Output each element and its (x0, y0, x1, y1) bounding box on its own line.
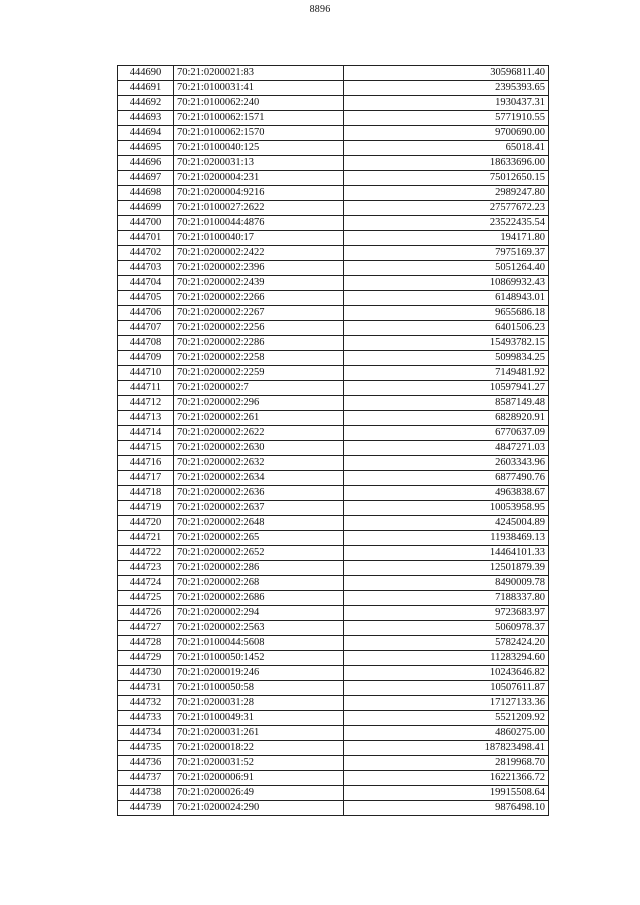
cadastral-value-cell: 5060978.37 (344, 621, 549, 636)
cadastral-number-cell: 70:21:0100027:2622 (174, 201, 344, 216)
table-row (118, 801, 549, 816)
row-number-cell: 444708 (118, 336, 174, 351)
table-row (118, 246, 549, 261)
cadastral-number-cell: 70:21:0100050:1452 (174, 651, 344, 666)
cadastral-value-cell: 2395393.65 (344, 81, 549, 96)
row-number-cell: 444723 (118, 561, 174, 576)
row-number-cell: 444725 (118, 591, 174, 606)
cadastral-value-cell: 9723683.97 (344, 606, 549, 621)
cadastral-number-cell: 70:21:0100040:125 (174, 141, 344, 156)
table-row (118, 141, 549, 156)
cadastral-value-cell: 11283294.60 (344, 651, 549, 666)
table-row (118, 621, 549, 636)
row-number-cell: 444704 (118, 276, 174, 291)
cadastral-value-cell: 11938469.13 (344, 531, 549, 546)
table-row (118, 756, 549, 771)
row-number-cell: 444703 (118, 261, 174, 276)
table-row (118, 81, 549, 96)
row-number-cell: 444733 (118, 711, 174, 726)
cadastral-number-cell: 70:21:0100062:240 (174, 96, 344, 111)
row-number-cell: 444718 (118, 486, 174, 501)
table-row (118, 771, 549, 786)
cadastral-value-cell: 10053958.95 (344, 501, 549, 516)
table-row (118, 276, 549, 291)
cadastral-number-cell: 70:21:0200002:286 (174, 561, 344, 576)
table-row (118, 786, 549, 801)
row-number-cell: 444713 (118, 411, 174, 426)
table-row (118, 591, 549, 606)
table-row (118, 351, 549, 366)
cadastral-value-cell: 187823498.41 (344, 741, 549, 756)
cadastral-number-cell: 70:21:0200031:261 (174, 726, 344, 741)
table-row (118, 636, 549, 651)
row-number-cell: 444697 (118, 171, 174, 186)
table-row (118, 336, 549, 351)
cadastral-value-cell: 194171.80 (344, 231, 549, 246)
cadastral-value-cell: 8490009.78 (344, 576, 549, 591)
cadastral-value-cell: 9700690.00 (344, 126, 549, 141)
cadastral-number-cell: 70:21:0200002:2259 (174, 366, 344, 381)
table-row (118, 456, 549, 471)
page-number: 8896 (309, 4, 331, 15)
cadastral-number-cell: 70:21:0200002:2286 (174, 336, 344, 351)
cadastral-value-cell: 5771910.55 (344, 111, 549, 126)
table-row (118, 576, 549, 591)
table-row (118, 711, 549, 726)
row-number-cell: 444694 (118, 126, 174, 141)
cadastral-value-cell: 2603343.96 (344, 456, 549, 471)
table-row (118, 96, 549, 111)
table-row (118, 441, 549, 456)
cadastral-value-cell: 14464101.33 (344, 546, 549, 561)
cadastral-number-cell: 70:21:0200024:290 (174, 801, 344, 816)
cadastral-number-cell: 70:21:0200031:52 (174, 756, 344, 771)
cadastral-number-cell: 70:21:0200031:13 (174, 156, 344, 171)
cadastral-number-cell: 70:21:0200019:246 (174, 666, 344, 681)
cadastral-value-table (117, 65, 549, 816)
row-number-cell: 444717 (118, 471, 174, 486)
row-number-cell: 444714 (118, 426, 174, 441)
row-number-cell: 444702 (118, 246, 174, 261)
cadastral-number-cell: 70:21:0200002:2256 (174, 321, 344, 336)
row-number-cell: 444732 (118, 696, 174, 711)
row-number-cell: 444695 (118, 141, 174, 156)
cadastral-number-cell: 70:21:0100062:1571 (174, 111, 344, 126)
table-row (118, 681, 549, 696)
row-number-cell: 444721 (118, 531, 174, 546)
cadastral-number-cell: 70:21:0200026:49 (174, 786, 344, 801)
table-row (118, 201, 549, 216)
cadastral-number-cell: 70:21:0200031:28 (174, 696, 344, 711)
cadastral-number-cell: 70:21:0200002:2632 (174, 456, 344, 471)
table-row (118, 306, 549, 321)
cadastral-value-cell: 4847271.03 (344, 441, 549, 456)
row-number-cell: 444738 (118, 786, 174, 801)
row-number-cell: 444705 (118, 291, 174, 306)
cadastral-value-cell: 19915508.64 (344, 786, 549, 801)
cadastral-value-cell: 7188337.80 (344, 591, 549, 606)
cadastral-value-cell: 4963838.67 (344, 486, 549, 501)
row-number-cell: 444735 (118, 741, 174, 756)
cadastral-value-cell: 15493782.15 (344, 336, 549, 351)
cadastral-value-cell: 7975169.37 (344, 246, 549, 261)
cadastral-number-cell: 70:21:0100049:31 (174, 711, 344, 726)
cadastral-value-cell: 12501879.39 (344, 561, 549, 576)
cadastral-number-cell: 70:21:0200002:2652 (174, 546, 344, 561)
table-body (118, 66, 549, 816)
cadastral-number-cell: 70:21:0100044:4876 (174, 216, 344, 231)
row-number-cell: 444692 (118, 96, 174, 111)
cadastral-number-cell: 70:21:0200002:294 (174, 606, 344, 621)
cadastral-number-cell: 70:21:0200002:2267 (174, 306, 344, 321)
cadastral-value-cell: 16221366.72 (344, 771, 549, 786)
cadastral-number-cell: 70:21:0100031:41 (174, 81, 344, 96)
row-number-cell: 444736 (118, 756, 174, 771)
row-number-cell: 444731 (118, 681, 174, 696)
table-row (118, 546, 549, 561)
row-number-cell: 444724 (118, 576, 174, 591)
table-row (118, 531, 549, 546)
row-number-cell: 444727 (118, 621, 174, 636)
cadastral-number-cell: 70:21:0200002:2439 (174, 276, 344, 291)
cadastral-number-cell: 70:21:0200002:2563 (174, 621, 344, 636)
row-number-cell: 444706 (118, 306, 174, 321)
row-number-cell: 444707 (118, 321, 174, 336)
table-row (118, 171, 549, 186)
row-number-cell: 444701 (118, 231, 174, 246)
row-number-cell: 444699 (118, 201, 174, 216)
row-number-cell: 444734 (118, 726, 174, 741)
row-number-cell: 444710 (118, 366, 174, 381)
row-number-cell: 444696 (118, 156, 174, 171)
table-row (118, 426, 549, 441)
cadastral-value-cell: 10243646.82 (344, 666, 549, 681)
table-row (118, 216, 549, 231)
table-row (118, 111, 549, 126)
cadastral-value-cell: 10507611.87 (344, 681, 549, 696)
row-number-cell: 444712 (118, 396, 174, 411)
table-row (118, 366, 549, 381)
cadastral-number-cell: 70:21:0200002:2686 (174, 591, 344, 606)
cadastral-value-cell: 6828920.91 (344, 411, 549, 426)
cadastral-number-cell: 70:21:0200002:265 (174, 531, 344, 546)
cadastral-number-cell: 70:21:0200002:296 (174, 396, 344, 411)
cadastral-number-cell: 70:21:0200018:22 (174, 741, 344, 756)
cadastral-value-cell: 4860275.00 (344, 726, 549, 741)
cadastral-number-cell: 70:21:0200002:268 (174, 576, 344, 591)
row-number-cell: 444690 (118, 66, 174, 81)
cadastral-value-cell: 5051264.40 (344, 261, 549, 276)
table-row (118, 381, 549, 396)
cadastral-value-cell: 17127133.36 (344, 696, 549, 711)
cadastral-number-cell: 70:21:0200002:2630 (174, 441, 344, 456)
row-number-cell: 444729 (118, 651, 174, 666)
cadastral-value-cell: 6148943.01 (344, 291, 549, 306)
table-row (118, 261, 549, 276)
cadastral-value-cell: 65018.41 (344, 141, 549, 156)
cadastral-value-cell: 2819968.70 (344, 756, 549, 771)
table-row (118, 396, 549, 411)
cadastral-value-cell: 5099834.25 (344, 351, 549, 366)
cadastral-number-cell: 70:21:0200002:2266 (174, 291, 344, 306)
cadastral-number-cell: 70:21:0200002:7 (174, 381, 344, 396)
table-row (118, 651, 549, 666)
cadastral-number-cell: 70:21:0100044:5608 (174, 636, 344, 651)
cadastral-number-cell: 70:21:0200002:261 (174, 411, 344, 426)
row-number-cell: 444698 (118, 186, 174, 201)
cadastral-value-cell: 5782424.20 (344, 636, 549, 651)
table-row (118, 291, 549, 306)
cadastral-value-cell: 9876498.10 (344, 801, 549, 816)
cadastral-number-cell: 70:21:0200002:2636 (174, 486, 344, 501)
row-number-cell: 444716 (118, 456, 174, 471)
row-number-cell: 444737 (118, 771, 174, 786)
cadastral-value-cell: 75012650.15 (344, 171, 549, 186)
cadastral-value-cell: 6401506.23 (344, 321, 549, 336)
table-row (118, 486, 549, 501)
row-number-cell: 444693 (118, 111, 174, 126)
cadastral-value-cell: 23522435.54 (344, 216, 549, 231)
cadastral-number-cell: 70:21:0200002:2258 (174, 351, 344, 366)
table-row (118, 741, 549, 756)
table-row (118, 726, 549, 741)
cadastral-value-cell: 4245004.89 (344, 516, 549, 531)
table-row (118, 321, 549, 336)
cadastral-value-cell: 6770637.09 (344, 426, 549, 441)
table-row (118, 186, 549, 201)
cadastral-value-cell: 8587149.48 (344, 396, 549, 411)
row-number-cell: 444691 (118, 81, 174, 96)
cadastral-number-cell: 70:21:0200002:2396 (174, 261, 344, 276)
table-row (118, 66, 549, 81)
row-number-cell: 444719 (118, 501, 174, 516)
cadastral-value-cell: 2989247.80 (344, 186, 549, 201)
table-row (118, 696, 549, 711)
row-number-cell: 444726 (118, 606, 174, 621)
table-row (118, 501, 549, 516)
cadastral-number-cell: 70:21:0100062:1570 (174, 126, 344, 141)
cadastral-number-cell: 70:21:0200021:83 (174, 66, 344, 81)
cadastral-number-cell: 70:21:0200002:2637 (174, 501, 344, 516)
table-row (118, 516, 549, 531)
cadastral-number-cell: 70:21:0200002:2622 (174, 426, 344, 441)
cadastral-value-cell: 27577672.23 (344, 201, 549, 216)
row-number-cell: 444739 (118, 801, 174, 816)
cadastral-value-cell: 1930437.31 (344, 96, 549, 111)
row-number-cell: 444728 (118, 636, 174, 651)
row-number-cell: 444720 (118, 516, 174, 531)
cadastral-value-cell: 10597941.27 (344, 381, 549, 396)
table-row (118, 606, 549, 621)
row-number-cell: 444700 (118, 216, 174, 231)
cadastral-number-cell: 70:21:0100040:17 (174, 231, 344, 246)
table-row (118, 666, 549, 681)
cadastral-value-cell: 18633696.00 (344, 156, 549, 171)
cadastral-value-cell: 10869932.43 (344, 276, 549, 291)
table-row (118, 231, 549, 246)
cadastral-number-cell: 70:21:0200002:2648 (174, 516, 344, 531)
cadastral-number-cell: 70:21:0100050:58 (174, 681, 344, 696)
row-number-cell: 444711 (118, 381, 174, 396)
cadastral-number-cell: 70:21:0200004:231 (174, 171, 344, 186)
cadastral-number-cell: 70:21:0200004:9216 (174, 186, 344, 201)
cadastral-value-cell: 9655686.18 (344, 306, 549, 321)
cadastral-value-cell: 7149481.92 (344, 366, 549, 381)
cadastral-number-cell: 70:21:0200002:2634 (174, 471, 344, 486)
row-number-cell: 444715 (118, 441, 174, 456)
row-number-cell: 444722 (118, 546, 174, 561)
row-number-cell: 444730 (118, 666, 174, 681)
table-row (118, 471, 549, 486)
cadastral-value-cell: 30596811.40 (344, 66, 549, 81)
cadastral-value-cell: 5521209.92 (344, 711, 549, 726)
row-number-cell: 444709 (118, 351, 174, 366)
table-row (118, 411, 549, 426)
table-row (118, 561, 549, 576)
table-row (118, 126, 549, 141)
cadastral-value-cell: 6877490.76 (344, 471, 549, 486)
table-row (118, 156, 549, 171)
cadastral-number-cell: 70:21:0200002:2422 (174, 246, 344, 261)
cadastral-number-cell: 70:21:0200006:91 (174, 771, 344, 786)
